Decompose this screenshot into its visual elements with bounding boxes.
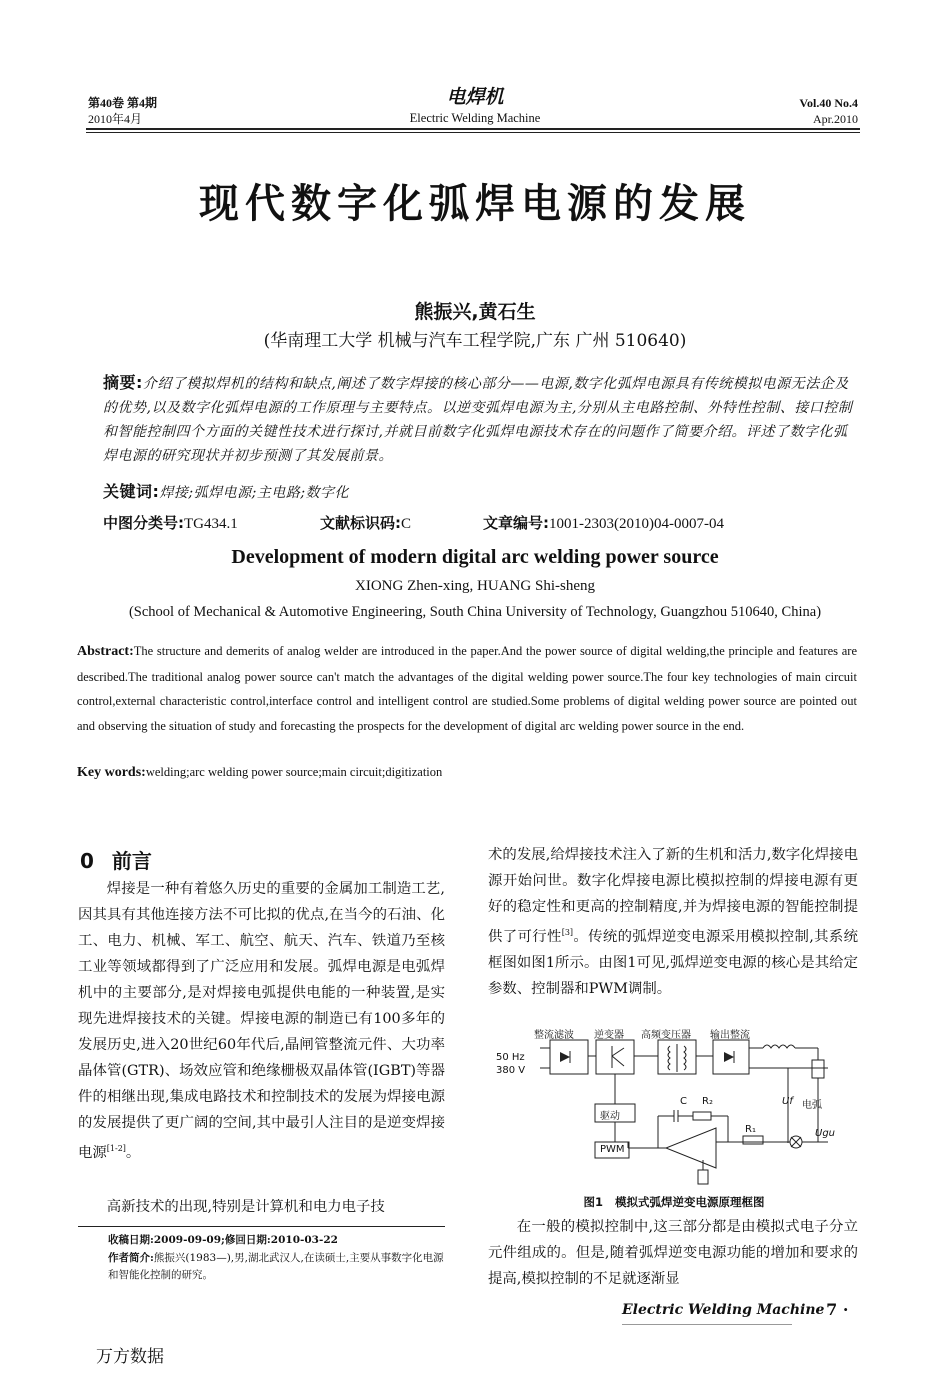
journal-logo: 电焊机 (446, 86, 504, 108)
journal-date-en: Apr.2010 (813, 112, 858, 126)
article-value: 1001-2303(2010)04-0007-04 (549, 516, 724, 532)
keywords-cn-text: 焊接;弧焊电源;主电路;数字化 (159, 485, 350, 501)
label-inverter: 逆变器 (594, 1030, 624, 1041)
label-output: 输出整流 (710, 1030, 750, 1041)
journal-vol-en: Vol.40 No.4 (799, 96, 858, 110)
footer-rule (622, 1324, 792, 1325)
abstract-en-label: Abstract: (77, 644, 134, 659)
label-transformer: 高频变压器 (641, 1030, 691, 1041)
right-text-1-end: 。传统的弧焊逆变电源采用模拟控制,其系统框图如图1所示。由图1可见,弧焊逆变电源的核心是其给定参数、控制器和PWM调制。 (488, 928, 858, 997)
doc-label: 文献标识码: (320, 514, 401, 532)
abstract-en (77, 639, 857, 738)
authors-en: XIONG Zhen-xing, HUANG Shi-sheng (355, 578, 595, 594)
intro-paragraph-1 (78, 876, 445, 1166)
intro-paragraph-2: 高新技术的出现,特别是计算机和电力电子技 (106, 1199, 385, 1215)
footnote-received: 收稿日期:2009-09-09;修回日期:2010-03-22 (108, 1234, 338, 1246)
keywords-cn (103, 480, 858, 505)
section-number: 0 (80, 849, 94, 873)
citation-1-2: [1-2] (106, 1144, 126, 1153)
doc-value: C (401, 516, 412, 532)
article-number (483, 512, 724, 533)
label-rectifier: 整流滤波 (534, 1030, 574, 1041)
label-capacitor: C (680, 1096, 687, 1107)
label-r2: R₂ (702, 1096, 713, 1107)
authors-cn: 熊振兴,黄石生 (414, 301, 536, 323)
label-uf: Uf (782, 1096, 793, 1107)
section-heading (80, 845, 152, 874)
journal-date: 2010年4月 (88, 112, 143, 126)
right-text-1: 术的发展,给焊接技术注入了新的生机和活力,数字化焊接电源开始问世。数字化焊接电源比模拟控制的焊接电源有更好的稳定性和更高的控制精度,并为焊接电源的智能控制提供了可行性 (488, 847, 858, 945)
keywords-en-label: Key words: (77, 765, 146, 780)
journal-volume: 第40卷 第4期 (88, 96, 158, 110)
figure-1-caption (488, 1194, 860, 1210)
label-input-volt: 380 V (496, 1065, 526, 1076)
watermark: 万方数据 (96, 1347, 164, 1367)
keywords-en (77, 765, 857, 781)
intro-text-1-end: 。 (125, 1144, 141, 1161)
clc-label: 中图分类号: (103, 514, 184, 532)
article-label: 文章编号: (483, 514, 549, 532)
abstract-cn-label: 摘要: (103, 373, 143, 392)
title-en: Development of modern digital arc welding power source (231, 546, 719, 568)
page-number: · 7 · (815, 1300, 849, 1319)
label-pwm: PWM (600, 1144, 625, 1155)
clc-number (103, 512, 238, 533)
label-arc: 电弧 (802, 1100, 822, 1111)
footnote-author (108, 1250, 448, 1284)
footnote-author-text: 熊振兴(1983—),男,湖北武汉人,在读硕士,主要从事数字化电源和智能化控制的研究。 (108, 1252, 444, 1281)
intro-text-1: 焊接是一种有着悠久历史的重要的金属加工制造工艺,因其具有其他连接方法不可比拟的优点,在当今的石油、化工、电力、机械、军工、航空、航天、汽车、铁道乃至核工业等领域都得到了广泛应用和发展。弧焊电源是电弧焊机中的主要部分,是对焊接电弧提供电能的一种装置,是实现先进焊接技术的关键。焊接电源的制造已有100多年的发展历史,进入20世纪60年代后,晶闸管整流元件、大功率晶体管(GTR)、场效应管和绝缘栅极双晶体管(IGBT)等器件的相继出现,集成电路技术和控制技术的发展为焊接电源的发展提供了更广阔的空间,其中最引人注目的是逆变焊接电源 (78, 881, 445, 1161)
header-rule-thin (86, 132, 860, 133)
label-ugu: Ugu (815, 1128, 836, 1139)
right-paragraph-2: 在一般的模拟控制中,这三部分都是由模拟式电子分立元件组成的。但是,随着弧焊逆变电源功能的增加和要求的提高,模拟控制的不足就逐渐显 (488, 1219, 858, 1287)
right-paragraph-1 (488, 842, 858, 1002)
header-rule (86, 128, 860, 130)
abstract-cn (103, 371, 858, 468)
keywords-en-text: welding;arc welding power source;main circuit;digitization (145, 765, 443, 779)
abstract-en-text: The structure and demerits of analog welder are introduced in the paper.And the power source of digital welding,the principle and features are described.The traditional analog power source can't match the advantages of the digital welding power source.The four key technologies of main circuit control,external characteristic control,interface control and intelligent control are studied.Some problems of digital welding power source are pointed out and observing the situation of study and forecasting the prospects for the development of digital arc welding power source in the end. (77, 644, 857, 733)
footer-journal: Electric Welding Machine (622, 1302, 825, 1318)
label-r1: R₁ (745, 1124, 756, 1135)
clc-value: TG434.1 (184, 516, 238, 532)
label-input-freq: 50 Hz (496, 1052, 525, 1063)
label-drive: 驱动 (600, 1111, 620, 1122)
doc-code (320, 512, 411, 533)
affiliation-cn: (华南理工大学 机械与汽车工程学院,广东 广州 510640) (263, 331, 687, 351)
footnote-author-label: 作者简介: (108, 1252, 154, 1264)
figure-caption-label: 图1 (583, 1195, 603, 1209)
page-title: 现代数字化弧焊电源的发展 (199, 181, 751, 227)
section-title: 前言 (111, 849, 152, 873)
footnote-rule (78, 1226, 445, 1227)
journal-name-en: Electric Welding Machine (409, 111, 541, 125)
abstract-cn-text: 介绍了模拟焊机的结构和缺点,阐述了数字焊接的核心部分——电源,数字化弧焊电源具有传统模拟电源无法企及的优势,以及数字化弧焊电源的工作原理与主要特点。以逆变弧焊电源为主,分别从主电路控制、外特性控制、接口控制和智能控制四个方面的关键性技术进行探讨,并就目前数字化弧焊电源技术存在的问题作了简要介绍。评述了数字化弧焊电源的研究现状并初步预测了其发展前景。 (103, 376, 853, 464)
keywords-cn-label: 关键词: (103, 482, 160, 501)
citation-3: [3] (561, 928, 574, 937)
affiliation-en: (School of Mechanical & Automotive Engineering, South China University of Technology, Guangzhou 510640, China) (128, 604, 822, 620)
figure-caption-text: 模拟式弧焊逆变电源原理框图 (615, 1195, 765, 1209)
